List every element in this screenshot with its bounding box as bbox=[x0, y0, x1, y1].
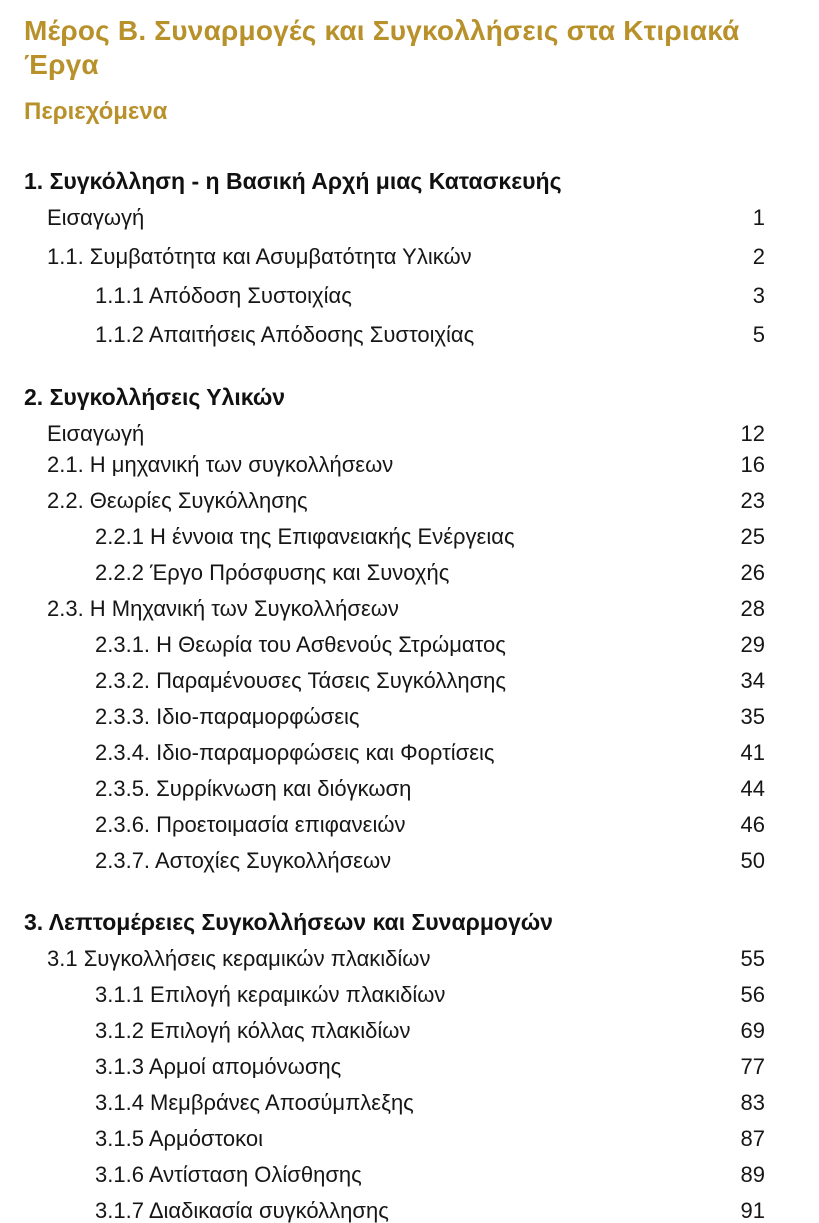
toc-entry bbox=[24, 812, 765, 837]
toc-entry bbox=[24, 704, 765, 729]
toc-section-3 bbox=[24, 907, 765, 1223]
toc-entry-page: 91 bbox=[740, 1198, 765, 1223]
toc-entry-page: 25 bbox=[740, 524, 765, 549]
toc-entry-label: 2.3.2. Παραμένουσες Τάσεις Συγκόλλησης bbox=[95, 668, 507, 693]
toc-entry bbox=[24, 1126, 765, 1151]
toc-entry-label: 2.2.2 Έργο Πρόσφυσης και Συνοχής bbox=[95, 560, 450, 585]
toc-entry-label: 1.1. Συμβατότητα και Ασυμβατότητα Υλικών bbox=[47, 244, 472, 269]
toc-entry-page: 23 bbox=[740, 488, 765, 513]
toc-entry bbox=[24, 421, 765, 446]
toc-entry-label: 2.3. Η Μηχανική των Συγκολλήσεων bbox=[47, 596, 399, 621]
toc-entry bbox=[24, 946, 765, 971]
toc-entry bbox=[24, 1018, 765, 1043]
toc-entry-page: 56 bbox=[740, 982, 765, 1007]
toc-entry-page: 28 bbox=[740, 596, 765, 621]
toc-entry-label: 3.1.4 Μεμβράνες Αποσύμπλεξης bbox=[95, 1090, 414, 1115]
toc-entry-page: 34 bbox=[740, 668, 765, 693]
toc-entry-page: 26 bbox=[740, 560, 765, 585]
toc-entry bbox=[24, 205, 765, 231]
toc-entry bbox=[24, 632, 765, 657]
toc-entry-page: 41 bbox=[740, 740, 765, 765]
toc-entry-label: 3.1.3 Αρμοί απομόνωσης bbox=[95, 1054, 342, 1079]
toc-entry bbox=[24, 848, 765, 873]
document-title: Μέρος Β. Συναρμογές και Συγκολλήσεις στα Κτιριακά Έργα bbox=[24, 15, 740, 80]
toc-entry-label: 2.2.1 Η έννοια της Επιφανειακής Ενέργειας bbox=[95, 524, 515, 549]
toc-section-2 bbox=[24, 382, 765, 873]
toc-entry-page: 69 bbox=[740, 1018, 765, 1043]
toc-section-heading: 1. Συγκόλληση - η Βασική Αρχή μιας Κατασκευής bbox=[24, 168, 562, 194]
toc-entry bbox=[24, 560, 765, 585]
toc-entry bbox=[24, 596, 765, 621]
toc-entry-label: Εισαγωγή bbox=[47, 421, 145, 446]
toc-entry-label: 3.1 Συγκολλήσεις κεραμικών πλακιδίων bbox=[47, 946, 431, 971]
toc-entry-label: Εισαγωγή bbox=[47, 205, 145, 230]
toc-entry bbox=[24, 776, 765, 801]
toc-entry-page: 3 bbox=[752, 283, 765, 308]
toc-entry bbox=[24, 524, 765, 549]
toc-entry bbox=[24, 1198, 765, 1223]
toc-entry bbox=[24, 982, 765, 1007]
toc-section-heading: 2. Συγκολλήσεις Υλικών bbox=[24, 384, 286, 410]
toc-entry-page: 83 bbox=[740, 1090, 765, 1115]
toc-entry bbox=[24, 668, 765, 693]
toc-entry-label: 2.1. Η μηχανική των συγκολλήσεων bbox=[47, 452, 394, 477]
toc-entry-page: 50 bbox=[740, 848, 765, 873]
contents-heading: Περιεχόμενα bbox=[24, 98, 168, 125]
toc-section-heading: 3. Λεπτομέρειες Συγκολλήσεων και Συναρμογών bbox=[24, 909, 553, 935]
toc-entry-page: 46 bbox=[740, 812, 765, 837]
toc-entry bbox=[24, 1162, 765, 1187]
toc-entry bbox=[24, 488, 765, 513]
toc-entry-page: 87 bbox=[740, 1126, 765, 1151]
toc-entry-label: 3.1.6 Αντίσταση Ολίσθησης bbox=[95, 1162, 362, 1187]
toc-entry-label: 3.1.7 Διαδικασία συγκόλλησης bbox=[95, 1198, 389, 1223]
toc-entry bbox=[24, 740, 765, 765]
toc-entry bbox=[24, 452, 765, 477]
toc-entry-page: 35 bbox=[740, 704, 765, 729]
toc-entry-page: 2 bbox=[752, 244, 765, 269]
toc-entry-label: 2.3.1. Η Θεωρία του Ασθενούς Στρώματος bbox=[95, 632, 506, 657]
toc-entry-page: 55 bbox=[740, 946, 765, 971]
toc-section-1 bbox=[24, 166, 765, 348]
toc-entry-page: 77 bbox=[740, 1054, 765, 1079]
toc-entry bbox=[24, 322, 765, 348]
toc-entry-label: 2.3.5. Συρρίκνωση και διόγκωση bbox=[95, 776, 412, 801]
toc-entry-page: 89 bbox=[740, 1162, 765, 1187]
toc-entry-label: 3.1.1 Επιλογή κεραμικών πλακιδίων bbox=[95, 982, 446, 1007]
toc-entry bbox=[24, 1054, 765, 1079]
toc-entry bbox=[24, 283, 765, 309]
toc-entry-label: 3.1.2 Επιλογή κόλλας πλακιδίων bbox=[95, 1018, 411, 1043]
toc-entry-label: 1.1.2 Απαιτήσεις Απόδοσης Συστοιχίας bbox=[95, 322, 475, 347]
toc-entry-page: 29 bbox=[740, 632, 765, 657]
toc-entry-label: 2.3.7. Αστοχίες Συγκολλήσεων bbox=[95, 848, 392, 873]
toc-entry-page: 16 bbox=[740, 452, 765, 477]
toc-entry-page: 1 bbox=[752, 205, 765, 230]
toc-entry-label: 1.1.1 Απόδοση Συστοιχίας bbox=[95, 283, 352, 308]
toc-entry-label: 2.3.3. Ιδιο-παραμορφώσεις bbox=[95, 704, 360, 729]
table-of-contents bbox=[24, 166, 765, 1223]
toc-entry-page: 12 bbox=[740, 421, 765, 446]
toc-entry bbox=[24, 244, 765, 270]
toc-entry-label: 2.3.6. Προετοιμασία επιφανειών bbox=[95, 812, 406, 837]
toc-entry bbox=[24, 1090, 765, 1115]
toc-entry-label: 3.1.5 Αρμόστοκοι bbox=[95, 1126, 263, 1151]
toc-entry-page: 5 bbox=[752, 322, 765, 347]
toc-entry-page: 44 bbox=[740, 776, 765, 801]
toc-entry-label: 2.3.4. Ιδιο-παραμορφώσεις και Φορτίσεις bbox=[95, 740, 495, 765]
toc-entry-label: 2.2. Θεωρίες Συγκόλλησης bbox=[47, 488, 308, 513]
